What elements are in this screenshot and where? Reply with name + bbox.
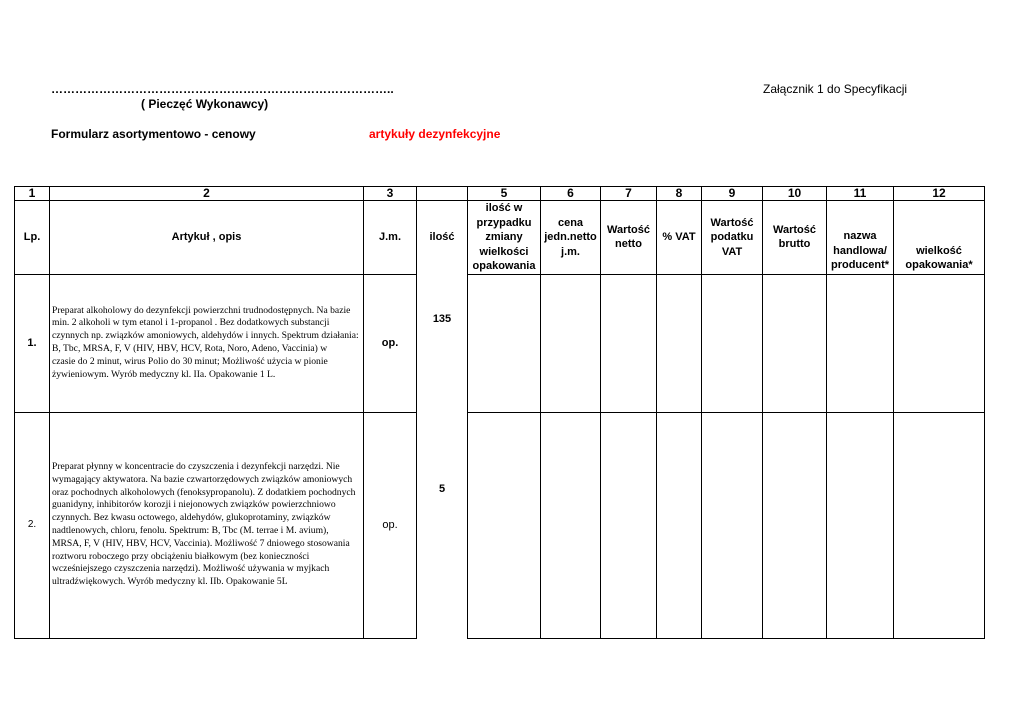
column-number: [417, 187, 468, 201]
header-net-value: Wartość netto: [601, 201, 657, 275]
description-line: wcześniejszego czyszczenia narzędzi). Możliwość używania w myjkach: [52, 563, 330, 575]
column-number: 3: [364, 187, 417, 201]
row-quantity-changed-pack[interactable]: [468, 412, 541, 638]
row-trade-name[interactable]: [827, 274, 894, 412]
row-quantity: 5: [417, 412, 468, 638]
description-line: czasie do 2 minut, wirus Polio do 30 minut; Możliwość użycia w pionie: [52, 355, 328, 367]
column-number: 12: [894, 187, 985, 201]
header-gross-value: Wartość brutto: [763, 201, 827, 275]
description-line: żywieniowym. Wyrób medyczny kl. IIa. Opakowanie 1 L.: [52, 368, 276, 380]
row-quantity-changed-pack[interactable]: [468, 274, 541, 412]
row-gross-value[interactable]: [763, 412, 827, 638]
form-title: Formularz asortymentowo - cenowy: [51, 127, 256, 141]
header-pack-size: wielkość opakowania*: [894, 201, 985, 275]
stamp-dotted-line: …………………………………………………………………………..: [51, 82, 394, 96]
column-number: 10: [763, 187, 827, 201]
column-headers-row: [15, 201, 985, 275]
row-lp: 1.: [15, 274, 50, 412]
category-label: artykuły dezynfekcyjne: [369, 127, 501, 141]
header-unit-net-price: cena jedn.netto j.m.: [541, 201, 601, 275]
table-row: [15, 412, 985, 638]
row-vat-percent[interactable]: [657, 274, 702, 412]
description-line: ultradźwiękowych. Wyrób medyczny kl. IIb. Opakowanie 5L: [52, 576, 288, 588]
row-pack-size[interactable]: [894, 412, 985, 638]
row-gross-value[interactable]: [763, 274, 827, 412]
description-line: oraz pochodnych alkoholowych (fenoksypropanolu). Z dodatkiem pochodnych: [52, 486, 356, 498]
description-line: wymagający aktywatora. Na bazie czwartorzędowych związków amoniowych: [52, 473, 353, 485]
header-unit: J.m.: [364, 201, 417, 275]
header-article: Artykuł , opis: [50, 201, 364, 275]
description-line: Preparat alkoholowy do dezynfekcji powierzchni trudnodostępnych. Na bazie: [52, 304, 351, 316]
row-description: [50, 274, 364, 412]
row-unit-net-price[interactable]: [541, 412, 601, 638]
column-number: 2: [50, 187, 364, 201]
row-net-value[interactable]: [601, 412, 657, 638]
header-lp: Lp.: [15, 201, 50, 275]
assortment-price-table: [14, 186, 985, 639]
row-lp: 2.: [15, 412, 50, 638]
row-description: [50, 412, 364, 638]
description-line: B, Tbc, MRSA, F, V (HIV, HBV, HCV, Rota, Noro, Adeno, Vaccinia) w: [52, 343, 328, 354]
description-line: guanidyny, inhibitorów korozji i niejonowych związków powierzchniowo: [52, 499, 336, 511]
annex-label: Załącznik 1 do Specyfikacji: [763, 82, 908, 96]
row-unit: op.: [364, 412, 417, 638]
row-pack-size[interactable]: [894, 274, 985, 412]
column-numbers-row: [15, 187, 985, 201]
column-number: 9: [702, 187, 763, 201]
column-number: 11: [827, 187, 894, 201]
row-vat-value[interactable]: [702, 412, 763, 638]
row-vat-value[interactable]: [702, 274, 763, 412]
description-line: roztworu roboczego przy obciążeniu białkowym (bez konieczności: [52, 550, 310, 562]
header-vat-percent: % VAT: [657, 201, 702, 275]
column-number: 7: [601, 187, 657, 201]
row-trade-name[interactable]: [827, 412, 894, 638]
header-vat-value: Wartość podatku VAT: [702, 201, 763, 275]
row-unit: op.: [364, 274, 417, 412]
description-line: czynnych np. związków amoniowych, aldehydów i innych. Spektrum działania:: [52, 330, 359, 342]
table-row: [15, 274, 985, 412]
row-net-value[interactable]: [601, 274, 657, 412]
description-line: nadtlenowych, chloru, fenolu. Spektrum: B, Tbc (M. terrae i M. avium),: [52, 525, 329, 536]
column-number: 8: [657, 187, 702, 201]
description-line: Preparat płynny w koncentracie do czyszczenia i dezynfekcji narzędzi. Nie: [52, 461, 340, 473]
row-quantity: 135: [417, 274, 468, 412]
row-vat-percent[interactable]: [657, 412, 702, 638]
header-quantity: ilość: [417, 201, 468, 275]
column-number: 5: [468, 187, 541, 201]
description-line: min. 2 alkoholi w tym etanol i 1-propanol . Bez dodatkowych substancji: [52, 317, 330, 329]
contractor-stamp-label: ( Pieczęć Wykonawcy): [141, 97, 269, 111]
column-number: 6: [541, 187, 601, 201]
description-line: MRSA, F, V (HIV, HBV, HCV, Vaccinia). Możliwość 7 dniowego stosowania: [52, 537, 350, 549]
description-line: czynnych. Bez kwasu octowego, aldehydów, glukoprotaminy, związków: [52, 512, 331, 524]
row-unit-net-price[interactable]: [541, 274, 601, 412]
header-trade-name: nazwa handlowa/ producent*: [827, 201, 894, 275]
header-quantity-changed-pack: ilość w przypadku zmiany wielkości opakowania: [468, 201, 541, 275]
column-number: 1: [15, 187, 50, 201]
